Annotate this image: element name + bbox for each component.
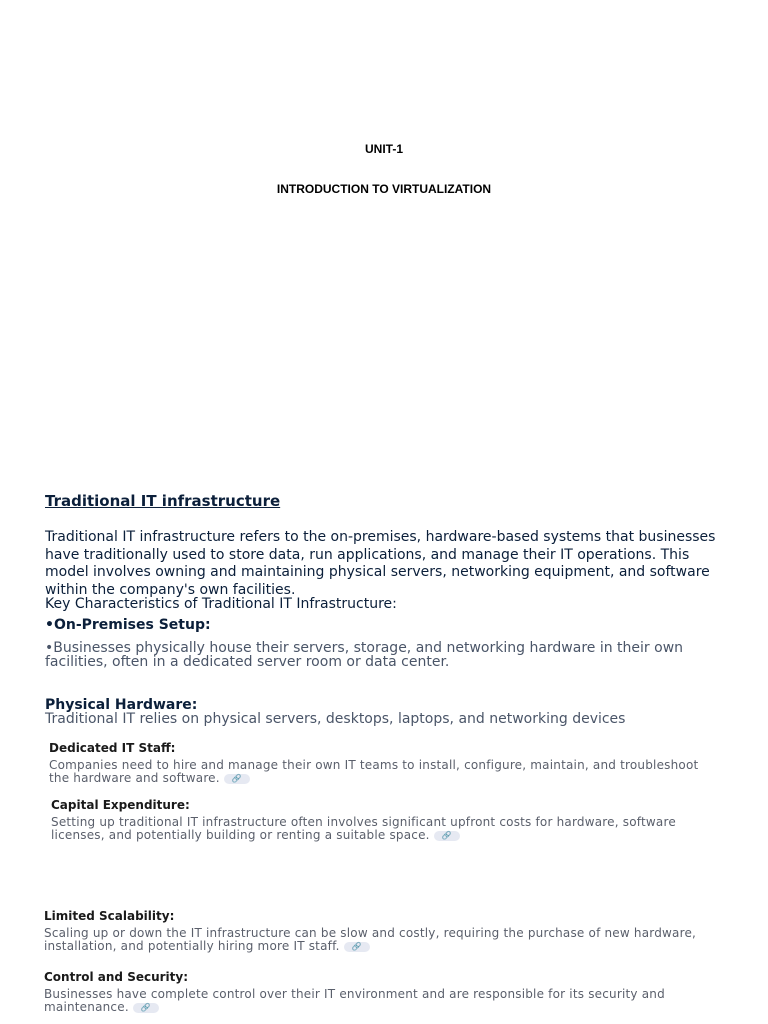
- section-intro: Traditional IT infrastructure refers to the on-premises, hardware-based systems that businesses have traditionally used to store data, run applications, and manage their IT operations. This model involves owning and maintaining physical servers, networking equipment, and software within the company's own facilities.: [45, 529, 716, 598]
- unit-label: UNIT-1: [364, 142, 403, 156]
- link-icon[interactable]: [344, 942, 370, 952]
- link-icon[interactable]: [224, 774, 250, 784]
- limited-scalability-text: Scaling up or down the IT infrastructure can be slow and costly, requiring the purchase of new hardware, installation, and potentially hiring more IT staff.: [44, 926, 697, 953]
- dedicated-staff-heading: Dedicated IT Staff:: [49, 741, 176, 755]
- physical-hardware-heading: Physical Hardware:: [45, 697, 198, 713]
- physical-hardware-text: Traditional IT relies on physical servers, desktops, laptops, and networking devices: [45, 711, 626, 727]
- capital-expenditure-heading: Capital Expenditure:: [51, 798, 190, 812]
- dedicated-staff-block: [49, 741, 709, 785]
- control-security-block: [44, 970, 724, 1014]
- control-security-body: [44, 988, 724, 1014]
- control-security-heading: Control and Security:: [44, 970, 189, 984]
- link-icon[interactable]: [133, 1003, 159, 1013]
- dedicated-staff-body: [49, 759, 709, 785]
- limited-scalability-heading: Limited Scalability:: [44, 909, 175, 923]
- link-icon[interactable]: [434, 831, 460, 841]
- section-heading: Traditional IT infrastructure: [45, 492, 281, 510]
- page-title: INTRODUCTION TO VIRTUALIZATION: [276, 182, 492, 196]
- key-characteristics-label: Key Characteristics of Traditional IT Infrastructure:: [45, 596, 397, 612]
- capital-expenditure-block: [51, 798, 721, 842]
- on-premises-heading: •On-Premises Setup:: [45, 617, 211, 633]
- dedicated-staff-text: Companies need to hire and manage their own IT teams to install, configure, maintain, and troubleshoot the hardware and software.: [49, 758, 699, 785]
- limited-scalability-block: [44, 909, 724, 953]
- limited-scalability-body: [44, 927, 724, 953]
- capital-expenditure-body: [51, 816, 721, 842]
- on-premises-text: •Businesses physically house their servers, storage, and networking hardware in their own facilities, often in a dedicated server room or data center.: [45, 640, 684, 670]
- control-security-text: Businesses have complete control over their IT environment and are responsible for its security and maintenance.: [44, 987, 665, 1014]
- capital-expenditure-text: Setting up traditional IT infrastructure often involves significant upfront costs for hardware, software licenses, and potentially building or renting a suitable space.: [51, 815, 676, 842]
